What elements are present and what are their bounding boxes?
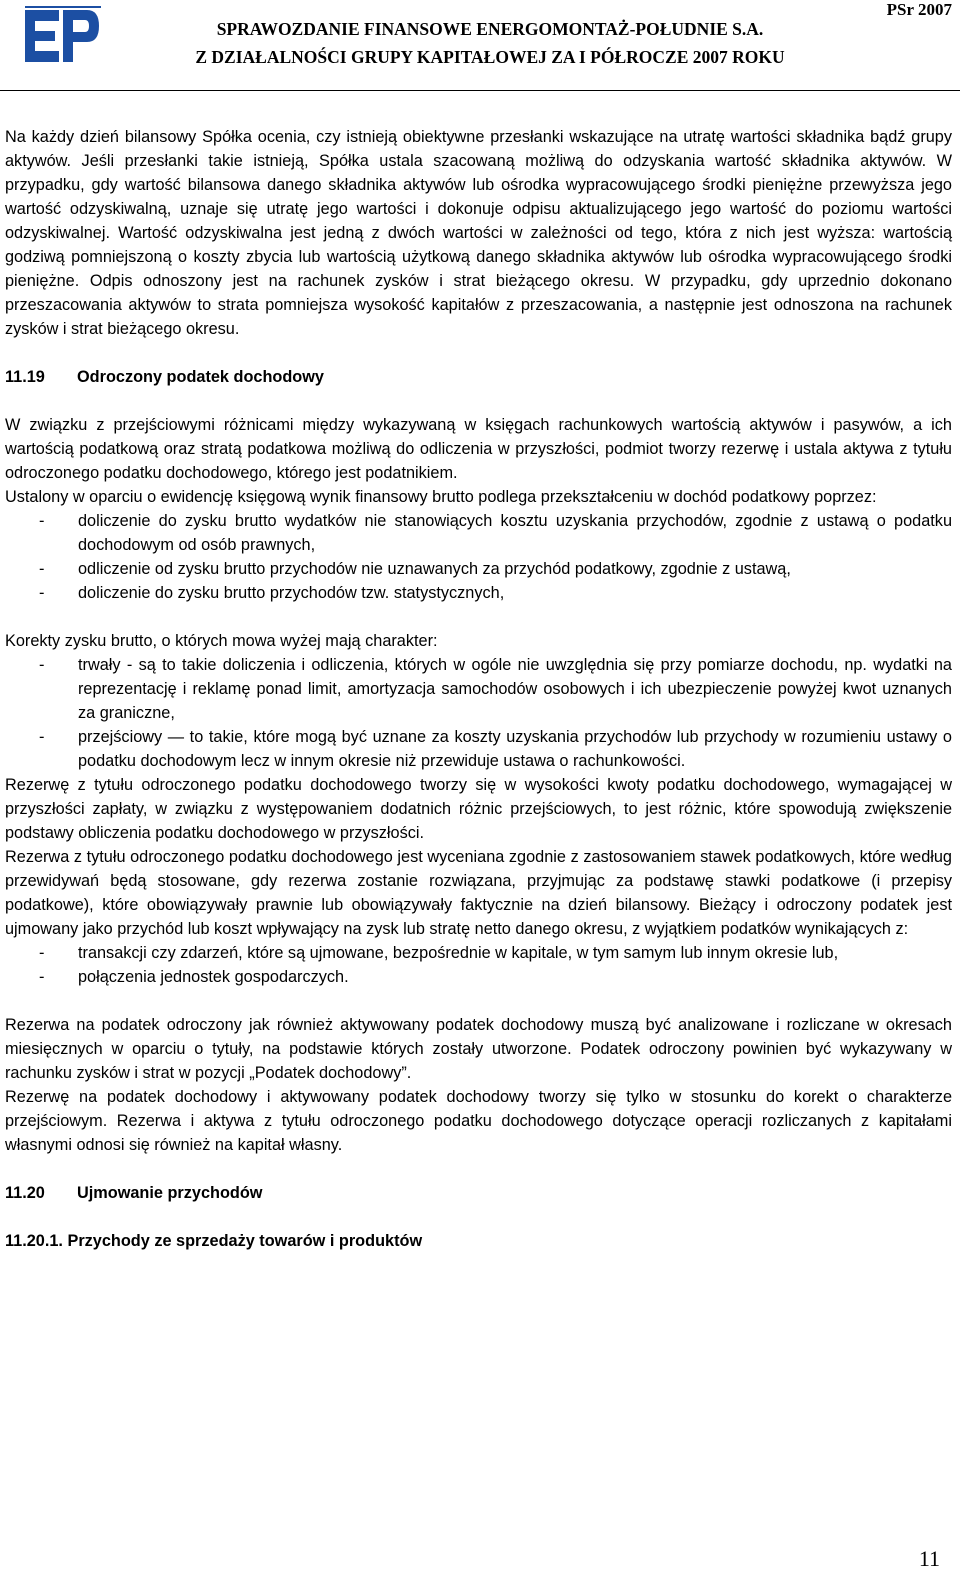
paragraph-monthly-analysis: Rezerwa na podatek odroczony jak również aktywowany podatek dochodowy muszą być analizowane i rozliczane w okresach miesięcznych w oparciu o tytuły, na podstawie których zostały utworzone. Podatek odroczony powinien być wykazywany w rachunku zysków i strat w pozycji „Podatek dochodowy”. (5, 1016, 952, 1082)
adjustments-list (5, 509, 952, 605)
section-heading-11-19 (5, 365, 952, 389)
dash-marker: - (39, 656, 45, 674)
dash-marker: - (39, 584, 45, 602)
document-code: PSr 2007 (886, 0, 952, 19)
document-body (5, 125, 952, 1253)
list-item: - trwały - są to takie doliczenia i odliczenia, których w ogóle nie uwzględnia się przy pomiarze dochodu, np. wydatki na reprezentację i reklamę ponad limit, amortyzacja samochodów osobowych i ich ubezpieczenie powyżej kwot uznanych za graniczne, (5, 653, 952, 725)
paragraph-impairment: Na każdy dzień bilansowy Spółka ocenia, czy istnieją obiektywne przesłanki wskazujące na utratę wartości składnika bądź grupy aktywów. Jeśli przesłanki takie istnieją, Spółka ustala szacowaną możliwą do odzyskania wartość składnika aktywów. W przypadku, gdy wartość bilansowa danego składnika aktywów lub ośrodka wypracowującego środki pieniężne przewyższa jego wartość odzyskiwalną, uznaje się utratę jego wartości i dokonuje odpisu aktualizującego jego wartość do poziomu wartości odzyskiwalnej. Wartość odzyskiwalna jest jedną z dwóch wartości w zależności od tego, która z nich jest wyższa: wartością godziwą pomniejszoną o koszty zbycia lub wartością użytkową danego składnika aktywów lub ośrodka wypracowującego środki pieniężne. Odpis odnoszony jest na rachunek zysków i strat bieżącego okresu. W przypadku, gdy uprzednio dokonano przeszacowania aktywów to strata pomniejsza wysokość kapitałów z przeszacowania, a następnie jest odnoszona na rachunek zysków i strat bieżącego okresu. (5, 128, 952, 338)
list-item: - transakcji czy zdarzeń, które są ujmowane, bezpośrednie w kapitale, w tym samym lub innym okresie lub, (5, 941, 952, 965)
paragraph-valuation: Rezerwa z tytułu odroczonego podatku dochodowego jest wyceniana zgodnie z zastosowaniem stawek podatkowych, które według przewidywań będą stosowane, gdy rezerwa zostanie rozwiązana, przyjmując za podstawę stawki podatkowe (i przepisy podatkowe), które obowiązywały prawnie lub obowiązywały faktycznie na dzień bilansowy. Bieżący i odroczony podatek jest ujmowany jako przychód lub koszt wpływający na zysk lub stratę netto danego okresu, z wyjątkiem podatków wynikających z: (5, 848, 952, 938)
list-item: - przejściowy — to takie, które mogą być uznane za koszty uzyskania przychodów lub przychody w rozumieniu ustawy o podatku dochodowym lecz w innym okresie niż przewiduje ustawa o rachunkowości. (5, 725, 952, 773)
list-item: - połączenia jednostek gospodarczych. (5, 965, 952, 989)
paragraph-gross-result: Ustalony w oparciu o ewidencję księgową wynik finansowy brutto podlega przekształceniu w dochód podatkowy poprzez: (5, 488, 877, 506)
section-number: 11.19 (5, 368, 45, 386)
dash-marker: - (39, 728, 45, 746)
page-number: 11 (918, 1546, 940, 1571)
list-item: - doliczenie do zysku brutto wydatków nie stanowiących kosztu uzyskania przychodów, zgodnie z ustawą o podatku dochodowym od osób prawnych, (5, 509, 952, 557)
report-title-line2: Z DZIAŁALNOŚCI GRUPY KAPITAŁOWEJ ZA I PÓŁROCZE 2007 ROKU (195, 47, 785, 67)
section-number: 11.20 (5, 1184, 45, 1202)
list-item: - odliczenie od zysku brutto przychodów nie uznawanych za przychód podatkowy, zgodnie z ustawą, (5, 557, 952, 581)
exceptions-list (5, 941, 952, 989)
dash-marker: - (39, 968, 45, 986)
paragraph-equity: Rezerwę na podatek dochodowy i aktywowany podatek dochodowy tworzy się tylko w stosunku do korekt o charakterze przejściowym. Rezerwa i aktywa z tytułu odroczonego podatku dochodowego dotyczące operacji rozliczanych z kapitałami własnymi odnosi się również na kapitał własny. (5, 1088, 952, 1154)
subsection-heading-11-20-1: 11.20.1. Przychody ze sprzedaży towarów i produktów (5, 1232, 423, 1250)
company-logo (25, 6, 101, 66)
list-item: - doliczenie do zysku brutto przychodów tzw. statystycznych, (5, 581, 952, 605)
section-title: Ujmowanie przychodów (77, 1184, 263, 1202)
paragraph-reserve: Rezerwę z tytułu odroczonego podatku dochodowego tworzy się w wysokości kwoty podatku dochodowego, wymagającej w przyszłości zapłaty, w związku z występowaniem dodatnich różnic przejściowych, to jest różnic, które spowodują zwiększenie podstawy obliczenia podatku dochodowego w przyszłości. (5, 776, 952, 842)
paragraph-corrections: Korekty zysku brutto, o których mowa wyżej mają charakter: (5, 632, 438, 650)
section-title: Odroczony podatek dochodowy (77, 368, 324, 386)
section-heading-11-20 (5, 1181, 952, 1205)
header-divider (0, 90, 960, 91)
report-title-line1: SPRAWOZDANIE FINANSOWE ENERGOMONTAŻ-POŁUDNIE S.A. (216, 19, 764, 39)
corrections-list (5, 653, 952, 773)
dash-marker: - (39, 944, 45, 962)
dash-marker: - (39, 512, 45, 530)
page-header (0, 0, 960, 92)
dash-marker: - (39, 560, 45, 578)
paragraph-deferred-tax-intro: W związku z przejściowymi różnicami między wykazywaną w księgach rachunkowych wartością aktywów i pasywów, a ich wartością podatkową oraz stratą podatkowa możliwą do odliczenia w przyszłości, podmiot tworzy rezerwę i ustala aktywa z tytułu odroczonego podatku dochodowego, którego jest podatnikiem. (5, 416, 952, 482)
